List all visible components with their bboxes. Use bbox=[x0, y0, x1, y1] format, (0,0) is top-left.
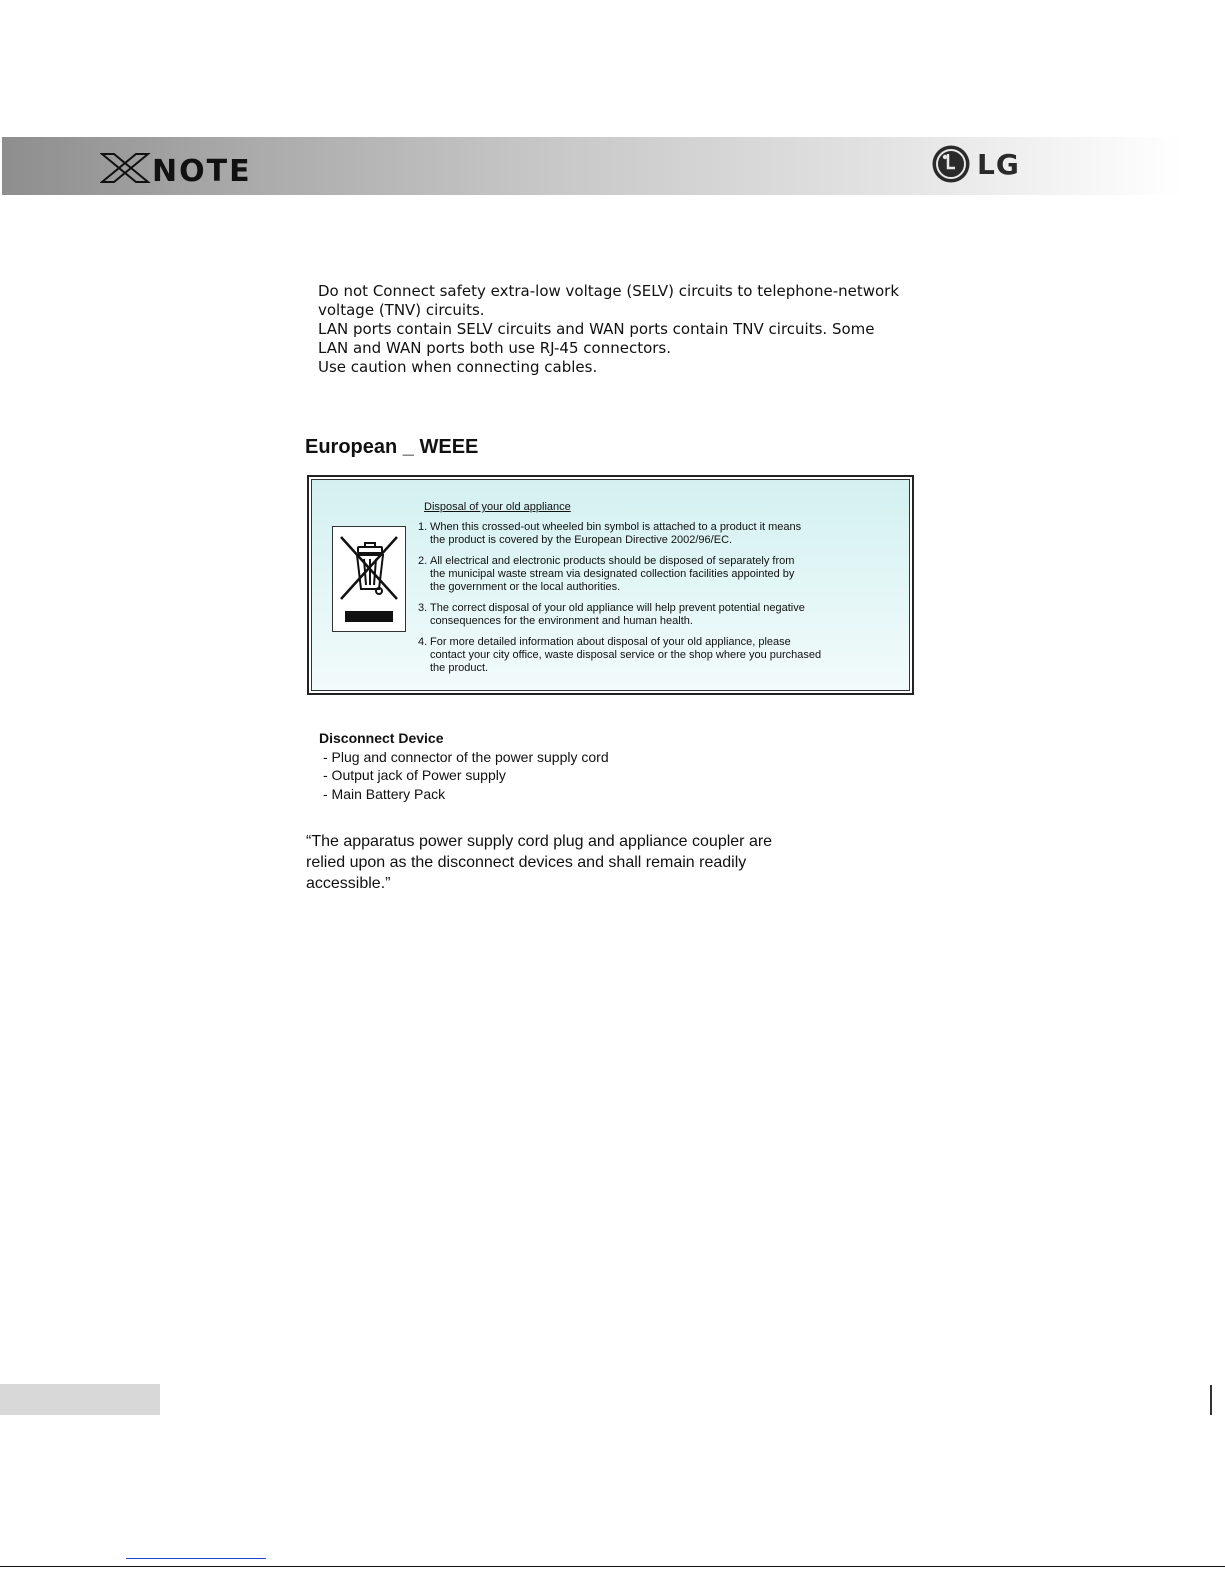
weee-heading: European _ WEEE bbox=[305, 436, 479, 458]
disposal-title: Disposal of your old appliance bbox=[424, 501, 571, 513]
disposal-list bbox=[418, 521, 888, 683]
safety-line: voltage (TNV) circuits. bbox=[318, 301, 485, 319]
apparatus-quote: “The apparatus power supply cord plug and appliance coupler are relied upon as the disconnect devices and shall remain readily accessible.” bbox=[306, 833, 773, 892]
disconnect-device-section bbox=[319, 729, 609, 803]
weee-notice-panel bbox=[311, 479, 910, 691]
safety-note bbox=[318, 282, 898, 377]
list-item-text: For more detailed information about disposal of your old appliance, please contact your city office, waste disposal service or the shop where you purchased the product. bbox=[430, 636, 822, 674]
lg-face-icon bbox=[931, 144, 971, 184]
list-item-number: 1. bbox=[418, 521, 428, 533]
lg-logo bbox=[931, 144, 1020, 184]
list-item bbox=[418, 555, 888, 594]
xnote-logo bbox=[100, 151, 315, 185]
page-tab-marker bbox=[0, 1384, 160, 1415]
list-item-text: The correct disposal of your old appliance will help prevent potential negative consequences for the environment and human health. bbox=[430, 602, 805, 627]
disconnect-item: - Plug and connector of the power supply cord bbox=[323, 748, 609, 765]
edge-mark bbox=[1210, 1385, 1212, 1415]
safety-line: LAN ports contain SELV circuits and WAN ports contain TNV circuits. Some bbox=[318, 320, 875, 338]
list-item bbox=[418, 636, 888, 675]
footer-link-underline bbox=[126, 1558, 266, 1559]
list-item-number: 3. bbox=[418, 602, 428, 614]
list-item-number: 4. bbox=[418, 636, 428, 648]
list-item-text: All electrical and electronic products should be disposed of separately from the municipal waste stream via designated collection facilities appointed by the government or the local authorities. bbox=[430, 555, 795, 593]
list-item bbox=[418, 521, 888, 547]
xnote-wordmark: NOTE bbox=[152, 154, 252, 185]
safety-line: LAN and WAN ports both use RJ-45 connectors. bbox=[318, 339, 672, 357]
disconnect-item: - Main Battery Pack bbox=[323, 785, 446, 802]
xnote-x-mark bbox=[102, 154, 148, 182]
footer-rule bbox=[0, 1566, 1225, 1567]
list-item-number: 2. bbox=[418, 555, 428, 567]
lg-wordmark: LG bbox=[977, 147, 1020, 181]
list-item bbox=[418, 602, 888, 628]
disconnect-item: - Output jack of Power supply bbox=[323, 767, 506, 783]
list-item-text: When this crossed-out wheeled bin symbol is attached to a product it means the product is covered by the European Directive 2002/96/EC. bbox=[430, 521, 802, 546]
crossed-out-wheeled-bin-icon bbox=[332, 526, 406, 632]
safety-line: Use caution when connecting cables. bbox=[318, 358, 598, 376]
disconnect-title: Disconnect Device bbox=[319, 730, 444, 746]
weee-notice-box bbox=[307, 475, 914, 695]
safety-line: Do not Connect safety extra-low voltage (SELV) circuits to telephone-network bbox=[318, 282, 900, 300]
